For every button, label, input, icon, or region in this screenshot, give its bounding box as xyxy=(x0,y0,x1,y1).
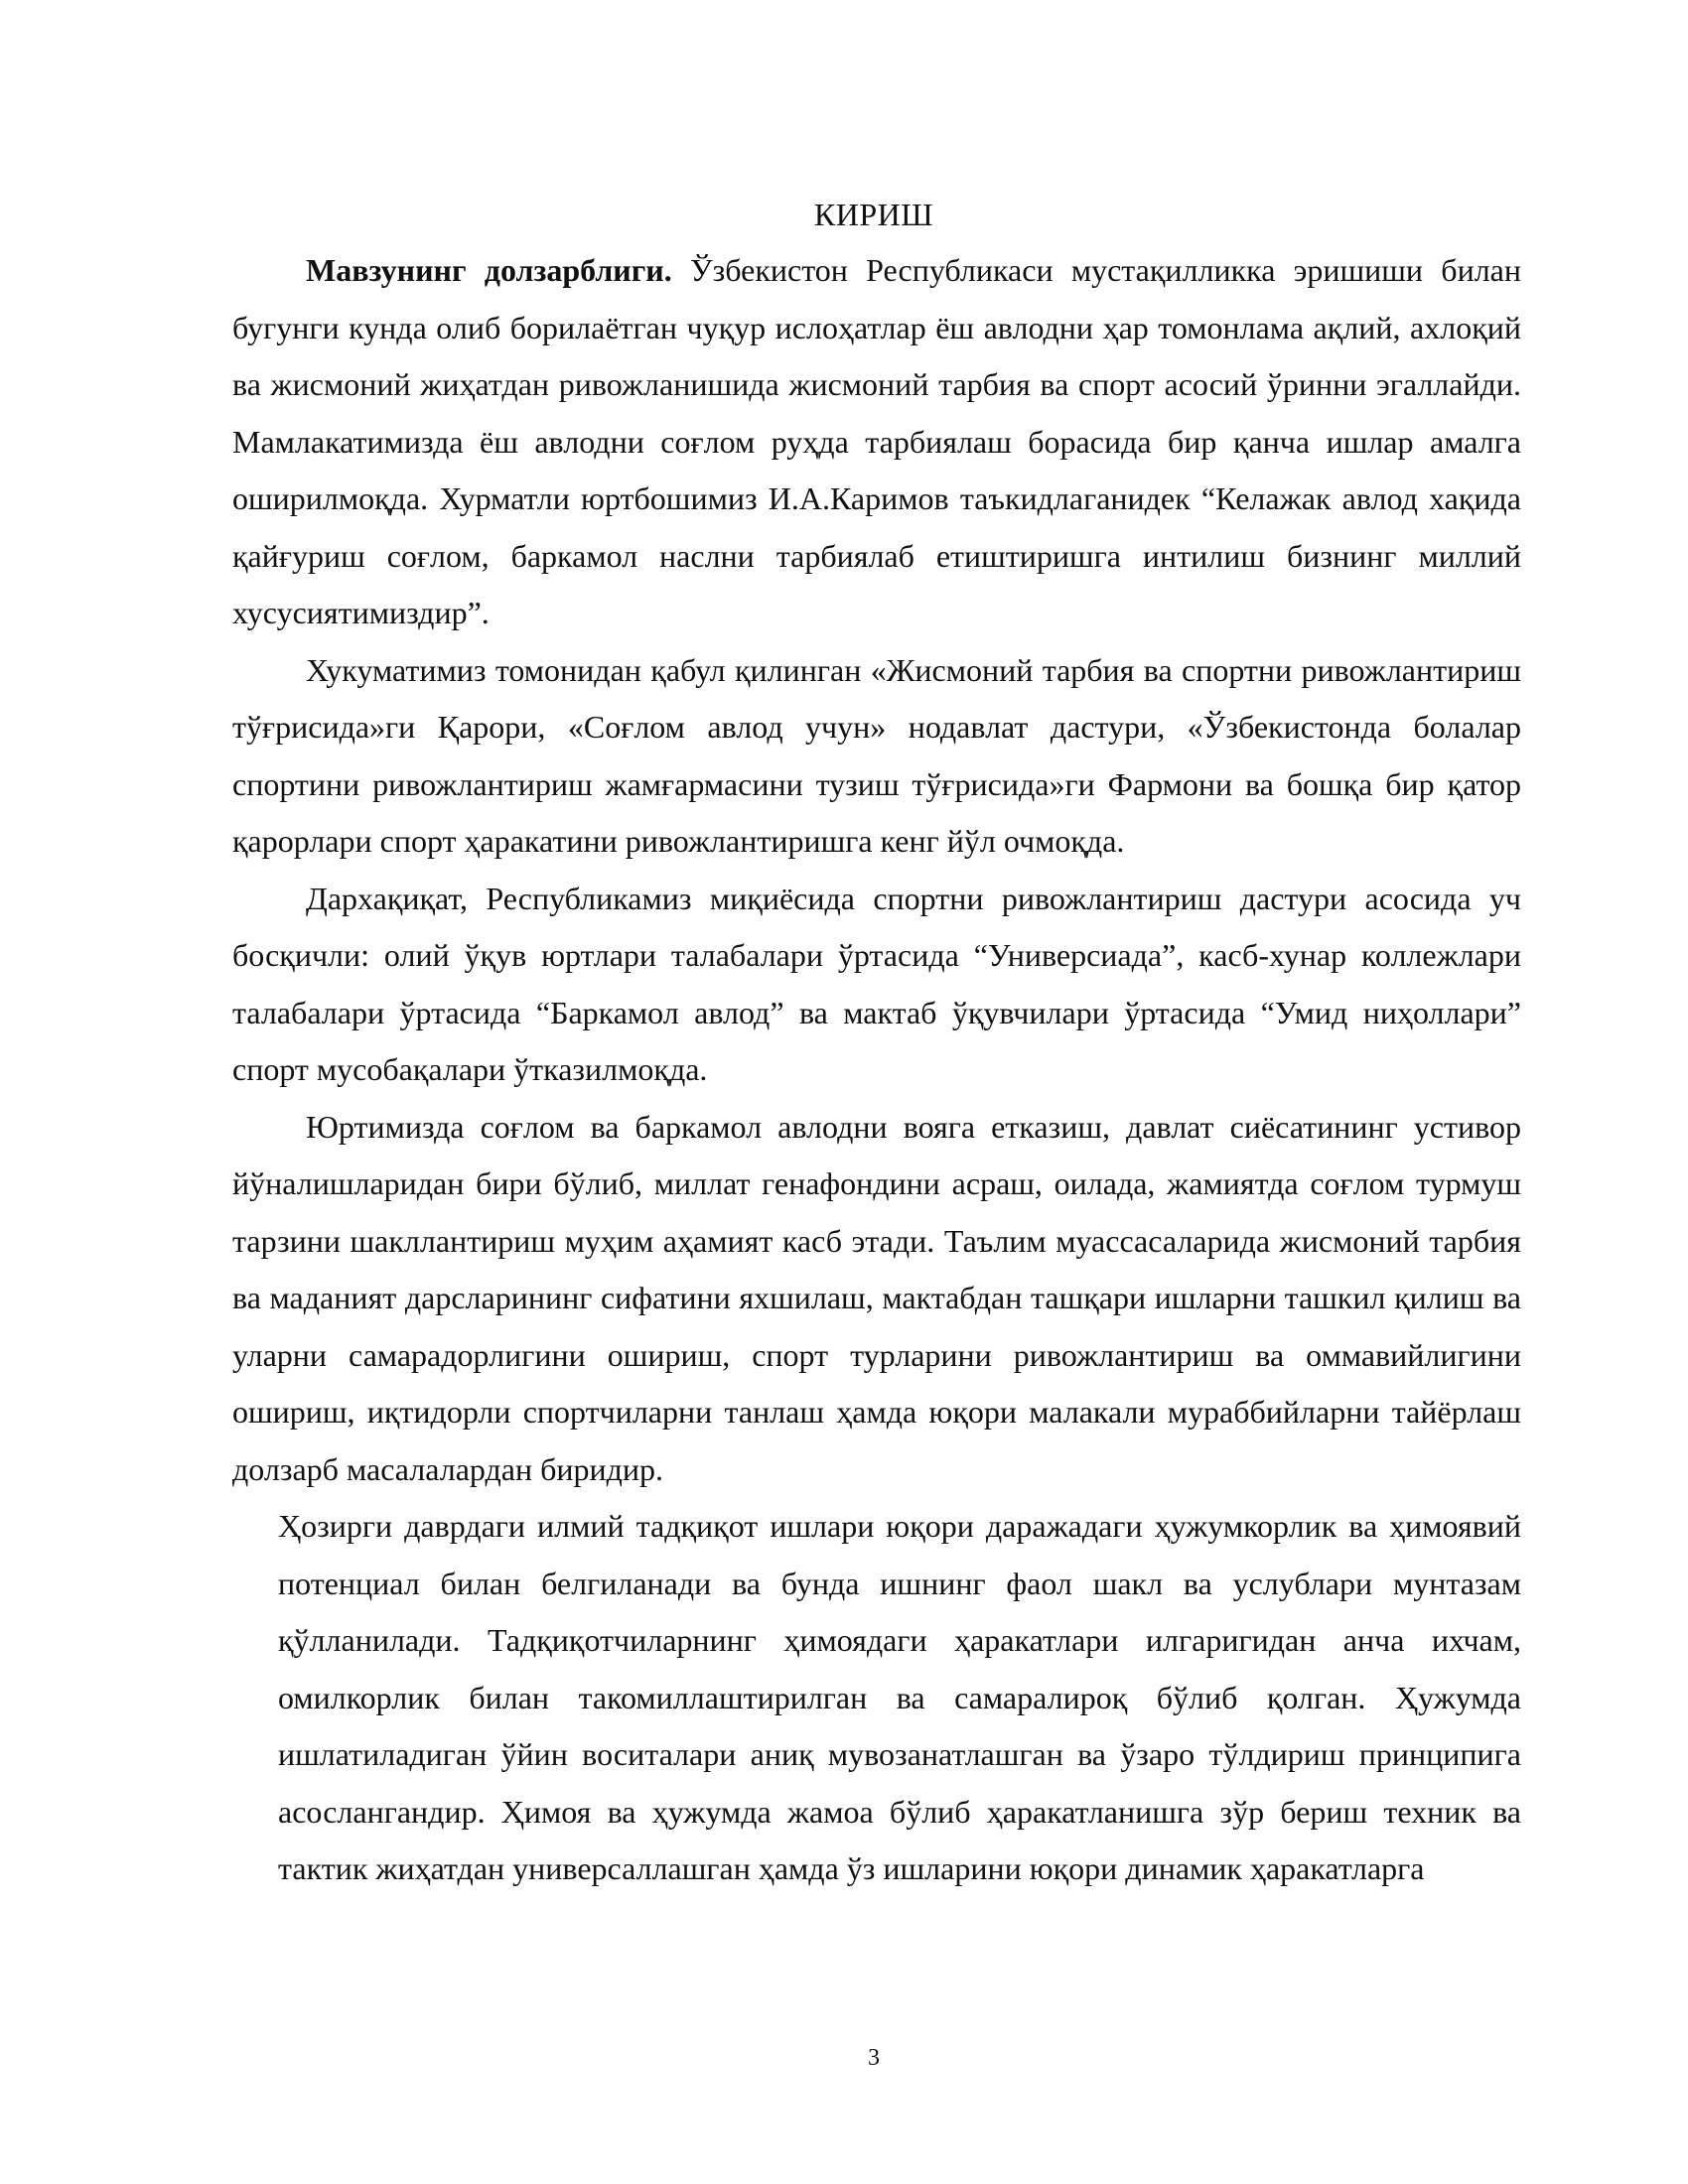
paragraph-modern-research xyxy=(278,1498,1521,1898)
paragraph-sport-programs xyxy=(232,871,1521,1099)
paragraph-text: Юртимизда соғлом ва баркамол авлодни вояга етказиш, давлат сиёсатининг устивор йўналишларидан бири бўлиб, миллат генафондини асраш, оилада, жамиятда соғлом турмуш тарзини шакллантириш муҳим аҳамият касб этади. Таълим муассасаларида жисмоний тарбия ва маданият дарсларининг сифатини яхшилаш, мактабдан ташқари ишларни ташкил қилиш ва уларни самарадорлигини ошириш, спорт турларини ривожлантириш ва оммавийлигини ошириш, иқтидорли спортчиларни танлаш ҳамда юқори малакали мураббийларни тайёрлаш долзарб масалалардан биридир. xyxy=(232,1108,1521,1487)
body-text xyxy=(232,242,1521,1898)
paragraph-relevance xyxy=(232,242,1521,642)
page-number: 3 xyxy=(868,2045,880,2071)
paragraph-government-decrees xyxy=(232,642,1521,871)
paragraph-text: Ҳозирги даврдаги илмий тадқиқот ишлари юқори даражадаги ҳужумкорлик ва ҳимоявий потенциал билан белгиланади ва бунда ишнинг фаол шакл ва услублари мунтазам қўлланилади. Тадқиқотчиларнинг ҳимоядаги ҳаракатлари илгаригидан анча ихчам, омилкорлик билан такомиллаштирилган ва самаралироқ бўлиб қолган. Ҳужумда ишлатиладиган ўйин воситалари аниқ мувозанатлашган ва ўзаро тўлдириш принципига асослангандир. Ҳимоя ва ҳужумда жамоа бўлиб ҳаракатланишга зўр бериш техник ва тактик жиҳатдан универсаллашган ҳамда ўз ишларини юқори динамик ҳаракатларга xyxy=(278,1508,1521,1886)
paragraph-text: Дархақиқат, Республикамиз миқиёсида спортни ривожлантириш дастури асосида уч босқичли: олий ўқув юртлари талабалари ўртасида “Универсиада”, касб-хунар коллежлари талабалари ўртасида “Баркамол авлод” ва мактаб ўқувчилари ўртасида “Умид ниҳоллари” спорт мусобақалари ўтказилмоқда. xyxy=(232,880,1521,1087)
paragraph-text: Ўзбекистон Республикаси мустақилликка эришиши билан бугунги кунда олиб борилаётган чуқур ислоҳатлар ёш авлодни ҳар томонлама ақлий, ахлоқий ва жисмоний жиҳатдан ривожланишида жисмоний тарбия ва спорт асосий ўринни эгаллайди. Мамлакатимизда ёш авлодни соғлом руҳда тарбиялаш борасида бир қанча ишлар амалга оширилмоқда. Хурматли юртбошимиз И.А.Каримов таъкидлаганидек “Келажак авлод хақида қайғуриш соғлом, баркамол наслни тарбиялаб етиштиришга интилиш бизнинг миллий хусусиятимиздир”. xyxy=(232,252,1521,630)
paragraph-healthy-generation xyxy=(232,1099,1521,1499)
section-title: КИРИШ xyxy=(813,197,934,232)
paragraph-text: Хукуматимиз томонидан қабул қилинган «Жисмоний тарбия ва спортни ривожлантириш тўғрисида»ги Қарори, «Соғлом авлод учун» нодавлат дастури, «Ўзбекистонда болалар спортини ривожлантириш жамғармасини тузиш тўғрисида»ги Фармони ва бошқа бир қатор қарорлари спорт ҳаракатини ривожлантиришга кенг йўл очмоқда. xyxy=(232,651,1521,859)
paragraph-lead-heading: Мавзунинг долзарблиги. xyxy=(306,252,672,288)
